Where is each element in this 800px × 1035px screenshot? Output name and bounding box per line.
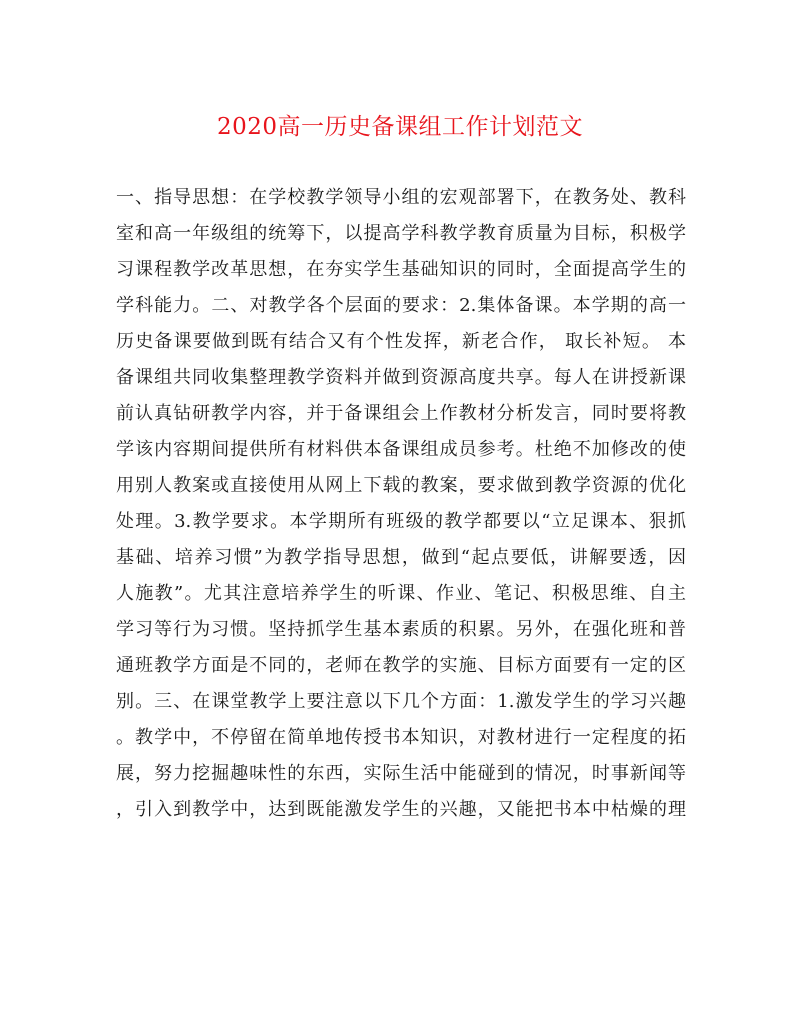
body-line: 学习等行为习惯。坚持抓学生基本素质的积累。另外，在强化班和普	[116, 619, 686, 640]
body-line: 通班教学方面是不同的，老师在教学的实施、目标方面要有一定的区	[116, 655, 686, 676]
body-line: 学该内容期间提供所有材料供本备课组成员参考。杜绝不加修改的使	[116, 439, 686, 460]
body-line: 习课程教学改革思想，在夯实学生基础知识的同时，全面提高学生的	[116, 259, 686, 280]
body-line: 别。三、在课堂教学上要注意以下几个方面：1.激发学生的学习兴趣	[116, 691, 686, 712]
document-title: 2020高一历史备课组工作计划范文	[216, 114, 584, 140]
body-line: 室和高一年级组的统筹下，以提高学科教学教育质量为目标，积极学	[116, 223, 686, 244]
body-line: 展，努力挖掘趣味性的东西，实际生活中能碰到的情况，时事新闻等	[116, 763, 686, 784]
body-line: 。教学中，不停留在简单地传授书本知识，对教材进行一定程度的拓	[116, 727, 686, 748]
body-line: 处理。3.教学要求。本学期所有班级的教学都要以“立足课本、狠抓	[116, 511, 686, 532]
body-line: 备课组共同收集整理教学资料并做到资源高度共享。每人在讲授新课	[116, 367, 686, 388]
body-line: 前认真钻研教学内容，并于备课组会上作教材分析发言，同时要将教	[116, 403, 686, 424]
body-line: 一、指导思想：在学校教学领导小组的宏观部署下，在教务处、教科	[116, 187, 686, 208]
body-line: 历史备课要做到既有结合又有个性发挥，新老合作， 取长补短。 本	[116, 331, 686, 352]
body-line: 用别人教案或直接使用从网上下载的教案，要求做到教学资源的优化	[116, 475, 686, 496]
body-line: 基础、培养习惯”为教学指导思想，做到“起点要低，讲解要透，因	[116, 547, 686, 568]
body-line: 人施教”。尤其注意培养学生的听课、作业、笔记、积极思维、自主	[116, 583, 686, 604]
body-line: 学科能力。二、对教学各个层面的要求：2.集体备课。本学期的高一	[116, 295, 686, 316]
document-body	[116, 180, 686, 828]
body-line: ，引入到教学中，达到既能激发学生的兴趣，又能把书本中枯燥的理	[116, 799, 686, 820]
